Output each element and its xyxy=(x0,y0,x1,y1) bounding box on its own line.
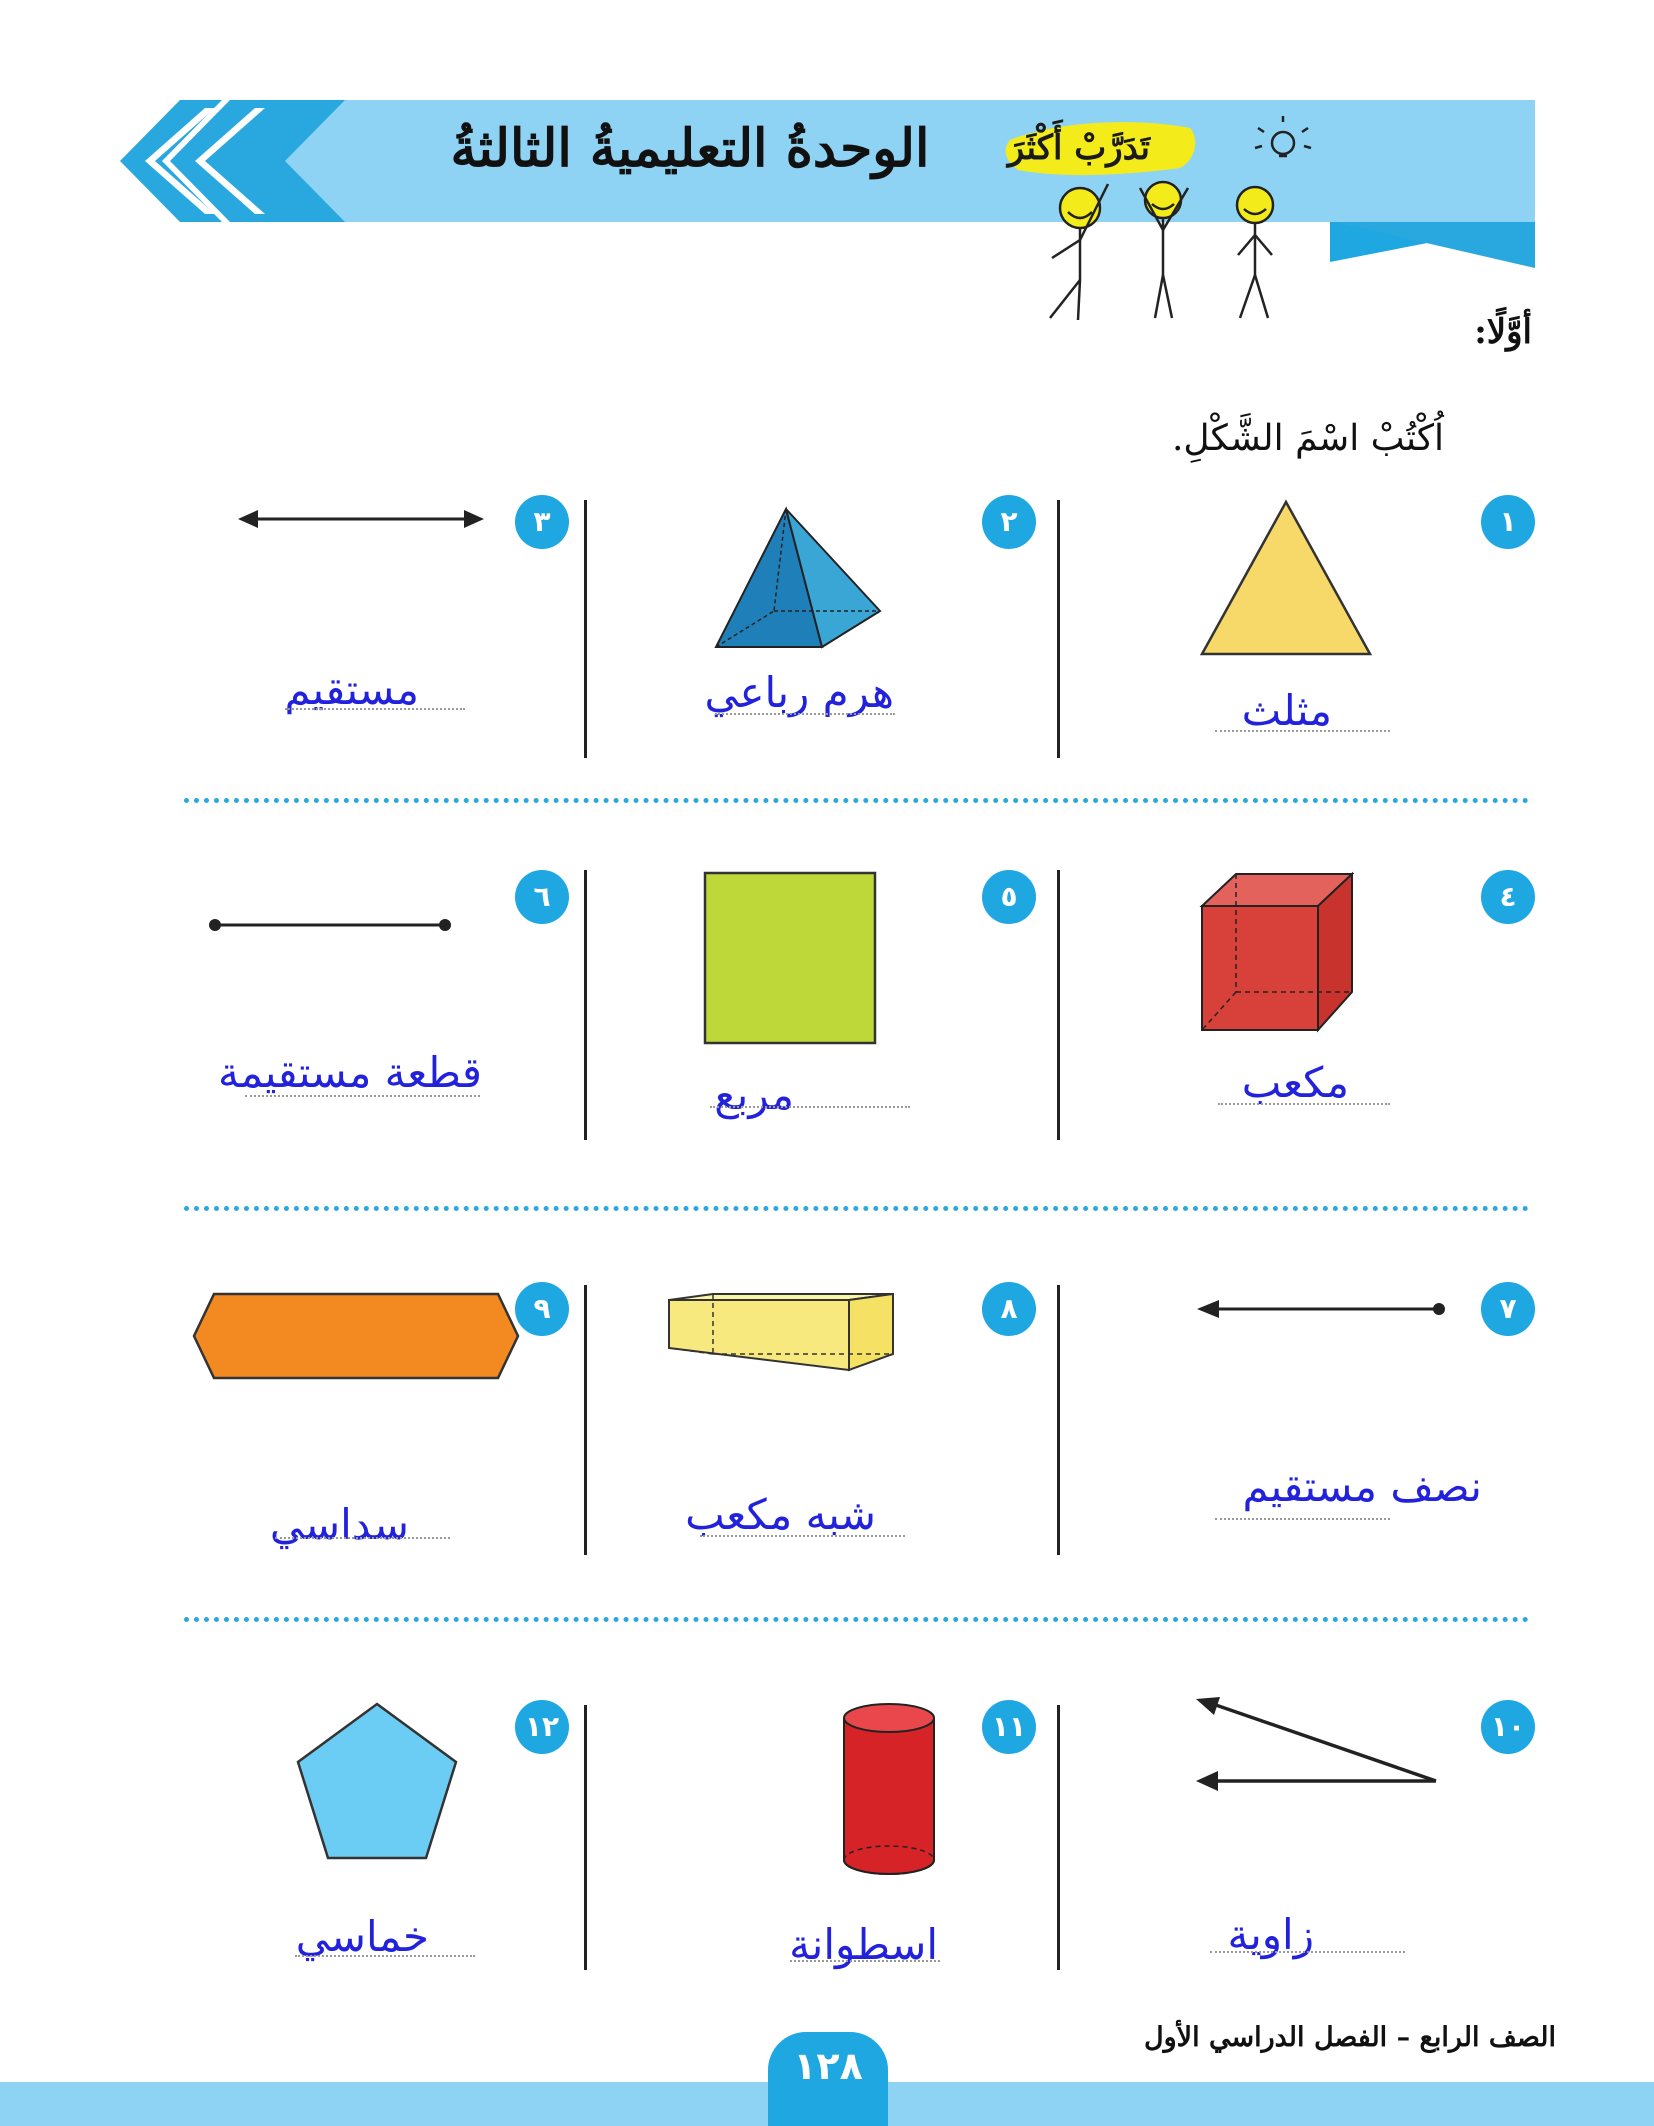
column-divider xyxy=(584,870,587,1140)
item-number-badge: ٧ xyxy=(1481,1282,1535,1336)
cube-icon xyxy=(1198,870,1358,1035)
answer-text: خماسي xyxy=(295,1912,429,1961)
column-divider xyxy=(584,1285,587,1555)
answer-text: قطعة مستقيمة xyxy=(217,1048,482,1097)
item-number-badge: ٥ xyxy=(982,870,1036,924)
item-number-badge: ١١ xyxy=(982,1700,1036,1754)
answer-line xyxy=(1218,1103,1390,1105)
answer-line xyxy=(295,1955,475,1957)
item-number-badge: ٩ xyxy=(515,1282,569,1336)
cylinder-icon xyxy=(840,1700,938,1878)
item-number-badge: ١٢ xyxy=(515,1700,569,1754)
item-number-badge: ٢ xyxy=(982,495,1036,549)
row-divider xyxy=(184,1617,1529,1622)
answer-text: اسطوانة xyxy=(789,1920,938,1969)
line-icon xyxy=(236,504,486,534)
page-number: ١٢٨ xyxy=(793,2044,863,2088)
answer-text: مستقيم xyxy=(284,665,419,714)
answer-line xyxy=(790,1960,940,1962)
answer-line xyxy=(1215,1518,1390,1520)
answer-text: هرم رباعي xyxy=(704,668,894,717)
answer-line xyxy=(245,1095,480,1097)
answer-line xyxy=(700,1535,905,1537)
column-divider xyxy=(1057,500,1060,758)
item-number-badge: ٦ xyxy=(515,870,569,924)
unit-title: الوحدةُ التعليميةُ الثالثةُ xyxy=(450,118,930,179)
answer-text: مربع xyxy=(714,1070,794,1119)
column-divider xyxy=(1057,1285,1060,1555)
answer-text: مكعب xyxy=(1241,1058,1349,1107)
cuboid-icon xyxy=(665,1290,897,1374)
item-number-badge: ٤ xyxy=(1481,870,1535,924)
column-divider xyxy=(584,1705,587,1970)
ray-icon xyxy=(1195,1294,1450,1324)
item-number-badge: ٣ xyxy=(515,495,569,549)
stick-figures-icon xyxy=(1050,182,1273,320)
row-divider xyxy=(184,798,1529,803)
square-icon xyxy=(702,870,878,1046)
answer-line xyxy=(710,1106,910,1108)
answer-text: سداسي xyxy=(269,1500,409,1549)
item-number-badge: ١٠ xyxy=(1481,1700,1535,1754)
answer-text: مثلث xyxy=(1241,686,1332,735)
column-divider xyxy=(1057,1705,1060,1970)
row-divider xyxy=(184,1206,1529,1211)
pentagon-icon xyxy=(294,1700,460,1862)
answer-line xyxy=(285,708,465,710)
triangle-icon xyxy=(1196,498,1376,660)
item-number-badge: ٨ xyxy=(982,1282,1036,1336)
angle-icon xyxy=(1192,1695,1442,1795)
answer-text: شبه مكعب xyxy=(685,1490,876,1539)
line-segment-icon xyxy=(205,912,455,938)
column-divider xyxy=(1057,870,1060,1140)
instruction-text: اُكْتُبْ اسْمَ الشَّكْلِ. xyxy=(1171,418,1444,459)
answer-text: زاوية xyxy=(1227,1910,1314,1959)
answer-line xyxy=(275,1537,450,1539)
answer-line xyxy=(1215,730,1390,732)
square-pyramid-icon xyxy=(712,505,887,651)
item-number-badge: ١ xyxy=(1481,495,1535,549)
footer-grade-text: الصف الرابع – الفصل الدراسي الأول xyxy=(1144,2022,1556,2053)
answer-line xyxy=(715,713,895,715)
answer-line xyxy=(1210,1951,1405,1953)
practice-label: تَدَرَّبْ أَكْثَرَ xyxy=(1007,128,1150,168)
hexagon-icon xyxy=(190,1290,522,1382)
answer-text: نصف مستقيم xyxy=(1242,1462,1482,1511)
section-label: أوَّلًا: xyxy=(1474,312,1532,352)
column-divider xyxy=(584,500,587,758)
